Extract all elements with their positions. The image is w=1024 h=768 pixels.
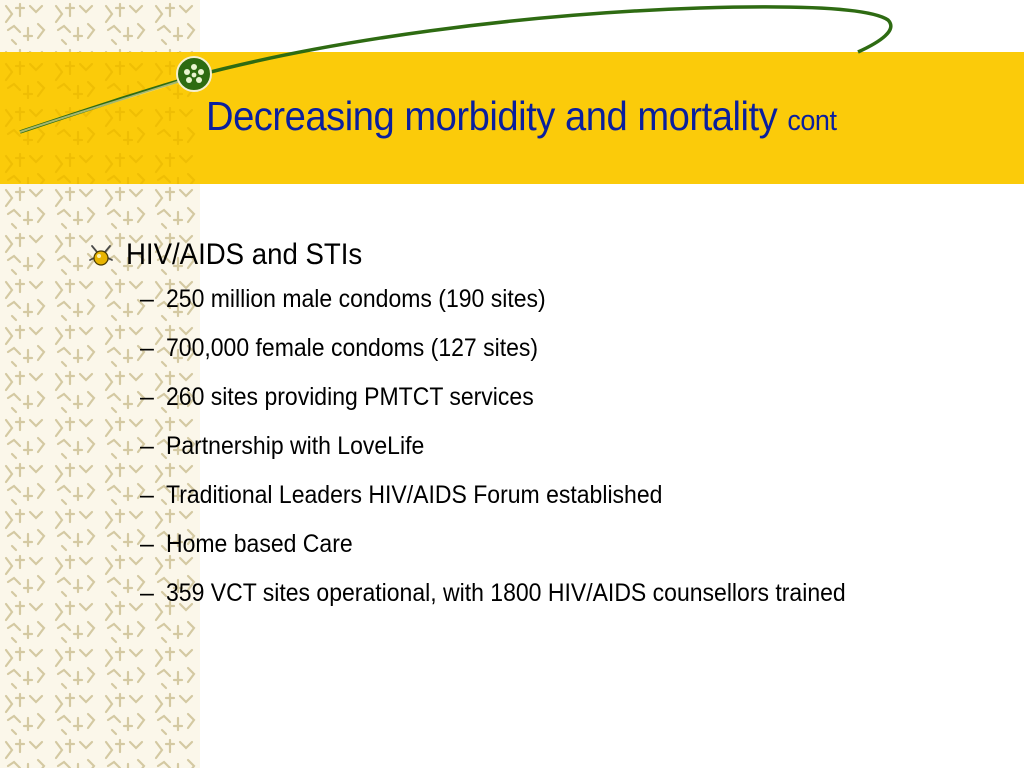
list-item-text: 700,000 female condoms (127 sites) <box>166 334 539 362</box>
slide-title <box>206 88 950 149</box>
sub-item-list <box>86 280 986 623</box>
slide-content <box>86 230 986 623</box>
list-item-text: 359 VCT sites operational, with 1800 HIV/AIDS counsellors trained <box>166 579 846 607</box>
list-item-text: Partnership with LoveLife <box>166 432 425 460</box>
slide-title-suffix: cont <box>787 105 837 137</box>
dash-marker: – <box>140 579 154 607</box>
list-item <box>86 280 986 329</box>
list-item <box>86 427 986 476</box>
list-item-text: Traditional Leaders HIV/AIDS Forum established <box>166 481 663 509</box>
list-item <box>86 574 986 623</box>
dash-marker: – <box>140 383 154 411</box>
bug-bullet-icon <box>86 238 120 272</box>
bullet-label: HIV/AIDS and STIs <box>126 238 363 271</box>
list-item <box>86 476 986 525</box>
bullet-item <box>86 230 986 280</box>
list-item <box>86 329 986 378</box>
dash-marker: – <box>140 432 154 460</box>
dash-marker: – <box>140 285 154 313</box>
green-circle-logo-icon <box>177 57 211 91</box>
list-item <box>86 378 986 427</box>
list-item-text: 250 million male condoms (190 sites) <box>166 285 546 313</box>
dash-marker: – <box>140 530 154 558</box>
slide-title-main: Decreasing morbidity and mortality <box>206 93 778 139</box>
list-item-text: Home based Care <box>166 530 353 558</box>
list-item <box>86 525 986 574</box>
dash-marker: – <box>140 334 154 362</box>
list-item-text: 260 sites providing PMTCT services <box>166 383 534 411</box>
dash-marker: – <box>140 481 154 509</box>
